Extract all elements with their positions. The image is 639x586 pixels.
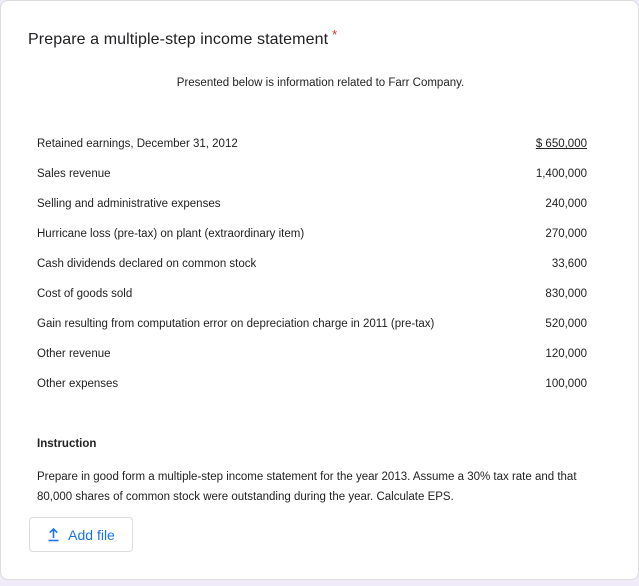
instruction-text: Prepare in good form a multiple-step income statement for the year 2013. Assume a 30% tax rate and that 80,000 shares of common stock were outstanding during the year. Calculate EPS. (37, 471, 577, 503)
item-label: Hurricane loss (pre-tax) on plant (extraordinary item) (37, 228, 305, 240)
item-label: Other revenue (37, 348, 111, 360)
question-title-text: Prepare a multiple-step income statement (28, 31, 329, 48)
item-value: 120,000 (545, 348, 587, 360)
intro-text: Presented below is information related to Farr Company. (176, 77, 465, 89)
item-value: 830,000 (545, 288, 587, 300)
item-value: 100,000 (545, 378, 587, 390)
item-value: 240,000 (545, 198, 587, 210)
question-title (28, 27, 338, 49)
item-label: Other expenses (37, 378, 119, 390)
upload-icon (47, 528, 60, 542)
item-label: Cost of goods sold (37, 288, 133, 300)
item-label: Selling and administrative expenses (37, 198, 221, 210)
item-label: Gain resulting from computation error on depreciation charge in 2011 (pre-tax) (37, 318, 435, 330)
item-label: Sales revenue (37, 168, 111, 180)
add-file-button[interactable] (29, 517, 133, 552)
add-file-label: Add file (68, 526, 115, 543)
item-value: $ 650,000 (535, 138, 587, 150)
item-label: Cash dividends declared on common stock (37, 258, 257, 270)
required-asterisk: * (332, 27, 338, 42)
item-value: 270,000 (545, 228, 587, 240)
item-value: 33,600 (551, 258, 587, 270)
instruction-heading: Instruction (37, 438, 97, 450)
item-value: 520,000 (545, 318, 587, 330)
item-value: 1,400,000 (535, 168, 587, 180)
item-label: Retained earnings, December 31, 2012 (37, 138, 238, 150)
